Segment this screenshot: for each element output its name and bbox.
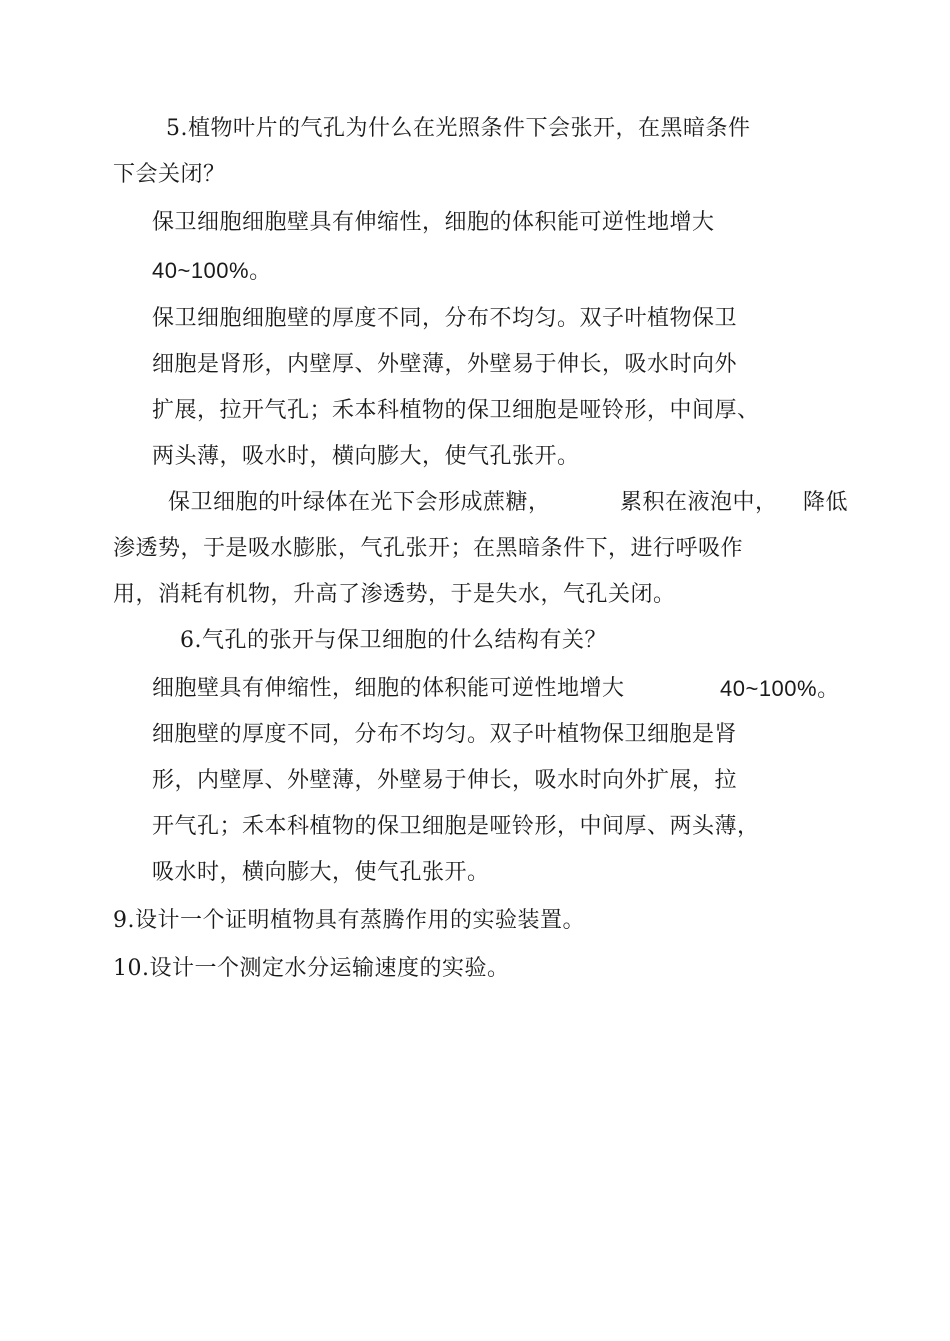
answer-5-p2-line-2: 细胞是肾形，内壁厚、外壁薄，外壁易于伸长，吸水时向外 <box>152 352 738 377</box>
answer-6-p2-line-1: 细胞壁的厚度不同，分布不均匀。双子叶植物保卫细胞是肾 <box>152 722 738 747</box>
question-5-line-2: 下会关闭？ <box>113 162 226 187</box>
answer-5-p3-line-2: 渗透势，于是吸水膨胀，气孔张开；在黑暗条件下，进行呼吸作 <box>113 536 744 561</box>
question-10-line-1: 10.设计一个测定水分运输速度的实验。 <box>113 956 510 981</box>
answer-6-p2-line-3: 开气孔；禾本科植物的保卫细胞是哑铃形，中间厚、两头薄， <box>152 814 760 839</box>
answer-5-p3-line-1a: 保卫细胞的叶绿体在光下会形成蔗糖， <box>168 490 551 515</box>
answer-5-p3-line-3: 用，消耗有机物，升高了渗透势，于是失水，气孔关闭。 <box>113 582 676 607</box>
question-5-line-1: 5.植物叶片的气孔为什么在光照条件下会张开，在黑暗条件 <box>166 116 751 141</box>
answer-6-p2-line-4: 吸水时，横向膨大，使气孔张开。 <box>152 860 490 885</box>
answer-5-p3-line-1c: 降低 <box>803 490 849 515</box>
answer-5-p1-line-2: 40~100%。 <box>152 258 272 283</box>
answer-5-p2-line-3: 扩展，拉开气孔；禾本科植物的保卫细胞是哑铃形，中间厚、 <box>152 398 760 423</box>
question-9-line-1: 9.设计一个证明植物具有蒸腾作用的实验装置。 <box>113 908 585 933</box>
answer-6-p1-line-1b: 40~100%。 <box>720 676 840 701</box>
question-6-line-1: 6.气孔的张开与保卫细胞的什么结构有关？ <box>180 628 607 653</box>
answer-5-p2-line-4: 两头薄，吸水时，横向膨大，使气孔张开。 <box>152 444 580 469</box>
answer-6-p1-line-1a: 细胞壁具有伸缩性，细胞的体积能可逆性地增大 <box>152 676 625 701</box>
answer-5-p1-line-1: 保卫细胞细胞壁具有伸缩性，细胞的体积能可逆性地增大 <box>152 210 715 235</box>
answer-6-p2-line-2: 形，内壁厚、外壁薄，外壁易于伸长，吸水时向外扩展，拉 <box>152 768 738 793</box>
answer-5-p3-line-1b: 累积在液泡中， <box>620 490 778 515</box>
answer-5-p2-line-1: 保卫细胞细胞壁的厚度不同，分布不均匀。双子叶植物保卫 <box>152 306 738 331</box>
